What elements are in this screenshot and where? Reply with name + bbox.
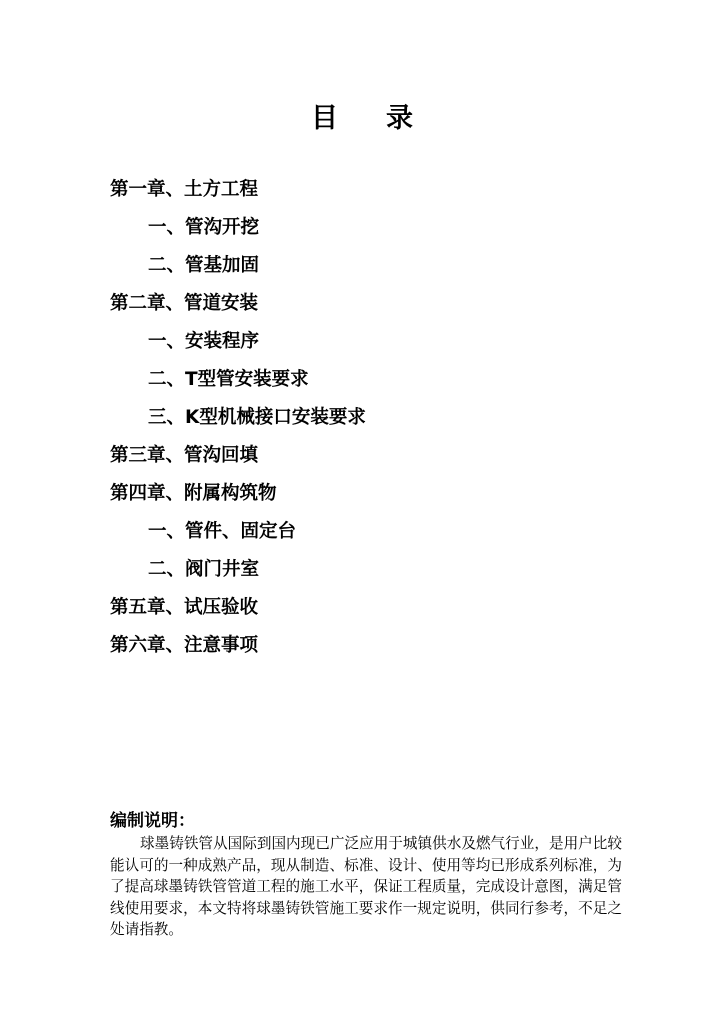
toc-chapter: 第四章、附属构筑物 <box>110 483 277 504</box>
toc-section: 二、T型管安装要求 <box>148 369 309 390</box>
toc-chapter: 第二章、管道安装 <box>110 293 259 314</box>
toc-chapter: 第五章、试压验收 <box>110 597 259 618</box>
toc-chapter: 第三章、管沟回填 <box>110 445 259 466</box>
note-heading: 编制说明： <box>110 811 195 831</box>
toc-section: 二、阀门井室 <box>148 559 260 580</box>
toc-section: 二、管基加固 <box>148 255 260 276</box>
toc-section: 三、K型机械接口安装要求 <box>148 407 366 428</box>
page-title: 目录 <box>311 103 461 134</box>
toc-chapter: 第六章、注意事项 <box>110 635 259 656</box>
note-paragraph: 球墨铸铁管从国际到国内现已广泛应用于城镇供水及燃气行业，是用户比较能认可的一种成熟产品，现从制造、标准、设计、使用等均已形成系列标准，为了提高球墨铸铁管管道工程的施工水平，保证工程质量，完成设计意图，满足管线使用要求，本文特将球墨铸铁管施工要求作一规定说明，供同行参考，不足之处请指教。 <box>110 835 622 938</box>
toc-section: 一、管沟开挖 <box>148 217 260 238</box>
toc-chapter: 第一章、土方工程 <box>110 179 259 200</box>
toc-section: 一、管件、固定台 <box>148 521 297 542</box>
table-of-contents <box>110 177 366 671</box>
toc-section: 一、安装程序 <box>148 331 260 352</box>
